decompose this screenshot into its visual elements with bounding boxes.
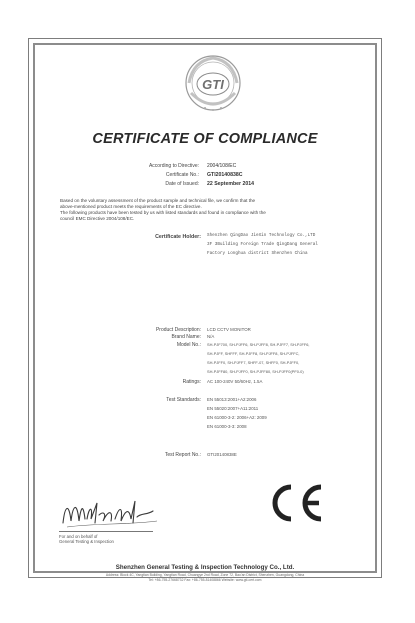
date-issued-label: Date of Issued: bbox=[165, 181, 199, 187]
holder-line: Shenzhen QingDao JieXin Technology Co.,LTD bbox=[207, 233, 316, 238]
holder-line: 3F 3Building Foreign Trade QingDang General bbox=[207, 242, 318, 247]
statement-line: Based on the voluntary assessment of the product sample and technical file, we confirm that the bbox=[60, 198, 256, 203]
test-report-label: Test Report No.: bbox=[164, 452, 201, 458]
ce-mark-icon bbox=[263, 481, 327, 525]
signature-caption bbox=[59, 534, 114, 544]
product-description-label: Product Description: bbox=[155, 327, 201, 333]
ratings-label: Ratings: bbox=[182, 379, 201, 385]
ratings-value: AC 100-240V 50/60Hz, 1.5A bbox=[207, 379, 263, 384]
standard-line: EN 55013:2001+A2:2006 bbox=[207, 397, 257, 402]
footer-company-name: Shenzhen General Testing & Inspection Technology Co., Ltd. bbox=[115, 564, 295, 571]
certificate-no-value: GTI20140838C bbox=[207, 172, 243, 178]
standard-line: EN 61000-3-2: 2006+A2: 2009 bbox=[207, 415, 267, 420]
compliance-statement bbox=[60, 198, 376, 222]
product-description-value: LCD CCTV MONITOR bbox=[207, 327, 251, 332]
model-line: SH-PJFF0, SH-PJFF7, SHFF-07, SHFF0, SH-PJFF0, bbox=[207, 360, 300, 365]
brand-name-label: Brand Name: bbox=[171, 334, 201, 340]
standard-line: EN 55020:2007+A11:2011 bbox=[207, 406, 259, 411]
statement-line: The following products have been tested by us with listed standards and found in compliance with the bbox=[60, 210, 266, 215]
according-label: According to Directive: bbox=[148, 163, 199, 169]
gti-seal-logo bbox=[183, 53, 243, 117]
certificate-no-label: Certificate No.: bbox=[165, 172, 199, 178]
svg-text:GTI: GTI bbox=[202, 77, 224, 92]
date-issued-value: 22 September 2014 bbox=[207, 181, 255, 187]
statement-line: above-mentioned product meets the requirements of the EC directive. bbox=[60, 204, 202, 209]
model-line: SH-PJFF, SHFFF, SH-PJFF8, SH-PJFF8, SH-PJFFC, bbox=[207, 351, 300, 356]
according-value: 2004/108/EC bbox=[207, 163, 237, 169]
signature-caption-line: For and on behalf of bbox=[59, 534, 98, 539]
certificate-inner-border bbox=[33, 43, 377, 582]
signature-line bbox=[59, 531, 153, 532]
holder-label: Certificate Holder: bbox=[155, 234, 201, 240]
certificate-title: CERTIFICATE OF COMPLIANCE bbox=[92, 131, 318, 147]
signature-caption-line: General Testing & Inspection bbox=[59, 539, 114, 544]
footer-contact: Tel: +86-755-27668732 Fax: +86-755-81408866 Website: www.gti-cert.com bbox=[148, 578, 262, 582]
statement-line: council EMC Directive 2004/108/EC. bbox=[60, 216, 135, 221]
handwritten-signature bbox=[57, 493, 167, 533]
model-no-label: Model No.: bbox=[176, 342, 201, 348]
standard-line: EN 61000-3-3: 2008 bbox=[207, 424, 247, 429]
certificate-outer-border bbox=[28, 38, 382, 582]
test-standards-label: Test Standards: bbox=[166, 397, 201, 403]
model-line: SH-PJFF80, SH-PJFF0, SH-PJFF80, SH-PJFF0(PF0-0) bbox=[207, 369, 304, 374]
test-report-value: GTI20140838E bbox=[207, 452, 237, 457]
holder-line: Factory Longhua district Shenzhen China bbox=[207, 251, 308, 256]
brand-name-value: N/A bbox=[207, 334, 215, 339]
model-line: SH-PJF700, SH-PJFF6, SH-PJFF8, SH-PJFF7, SH-PJFF6, bbox=[207, 342, 310, 347]
footer-address: Address: Block 4C, Yangtian Building, Yangtian Road, Chuangye 2nd Road, Zone 72, Bao'an District, Shenzhen, Guangdong, China bbox=[105, 573, 305, 577]
